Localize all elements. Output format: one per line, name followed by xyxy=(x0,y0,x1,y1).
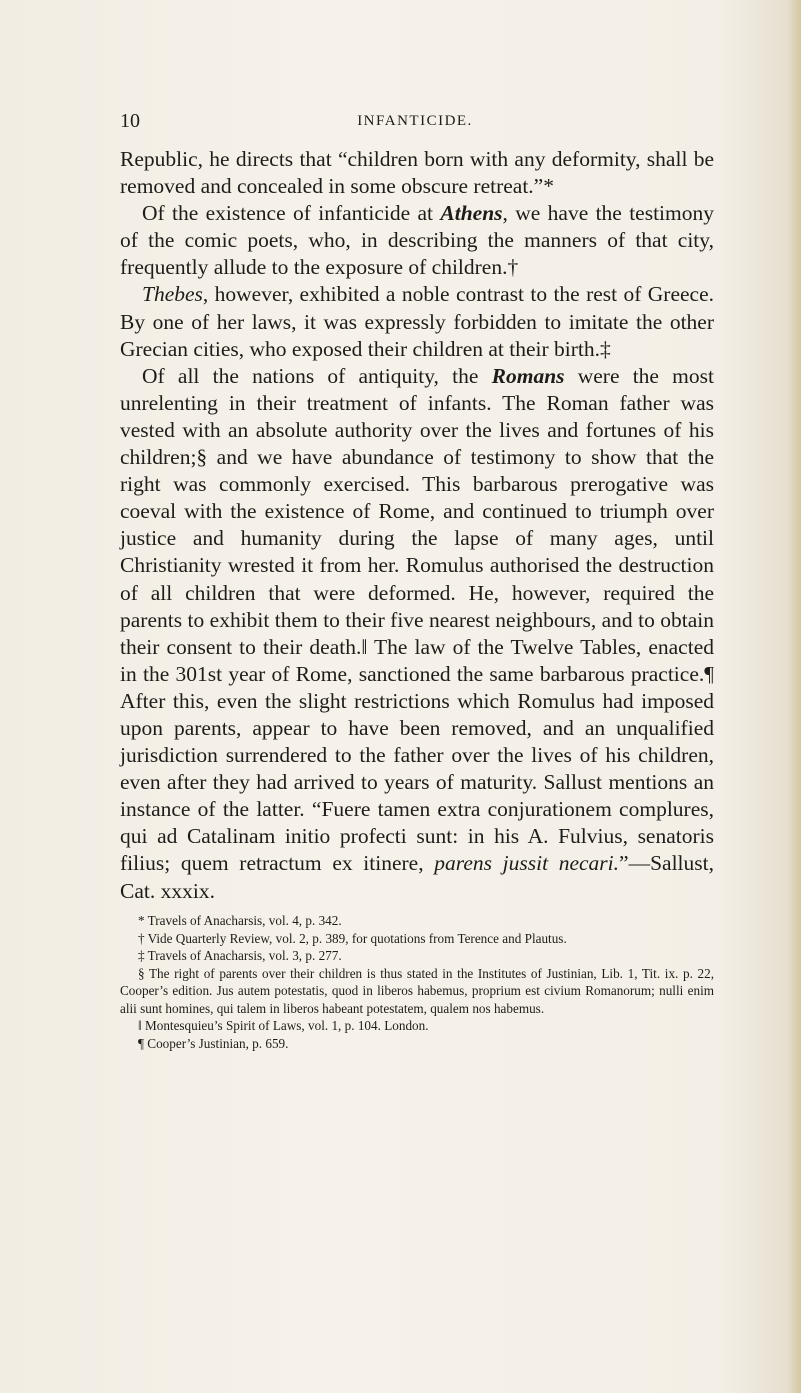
footnote: ¶ Cooper’s Justinian, p. 659. xyxy=(138,1035,289,1051)
emphasis-romans: Romans xyxy=(491,363,565,388)
running-head: INFANTICIDE. xyxy=(357,113,473,129)
footnotes xyxy=(120,912,714,1052)
paragraph-text: Of the existence of infanticide at xyxy=(142,201,441,226)
paragraph xyxy=(120,281,714,362)
body-text xyxy=(120,146,714,905)
paragraph xyxy=(120,146,714,200)
paragraph-text: , however, exhibited a noble contrast to the rest of Greece. By one of her laws, it was expressly forbidden to imitate the other Grecian cities, who exposed their children at their birth.‡ xyxy=(120,282,714,361)
footnote: * Travels of Anacharsis, vol. 4, p. 342. xyxy=(138,913,342,928)
footnote: † Vide Quarterly Review, vol. 2, p. 389, for quotations from Terence and Plautus. xyxy=(138,930,567,946)
paragraph-text: Republic, he directs that “children born with any deformity, shall be removed and concealed in some obscure retreat.”* xyxy=(120,147,714,199)
paragraph xyxy=(120,363,714,905)
emphasis-athens: Athens xyxy=(440,201,503,226)
paragraph-text: were the most unrelenting in their treatment of infants. The Roman father was vested with an absolute authority over the lives and fortunes of his children;§ and we have abundance of testimony to show that the right was commonly exercised. This barbarous prerogative was coeval with the existence of Rome, and continued to triumph over justice and humanity during the lapse of many ages, until Christianity wrested it from her. Romulus authorised the destruction of all children that were deformed. He, however, required the parents to exhibit them to their five nearest neighbours, and to obtain their consent to their death.‖ The law of the Twelve Tables, enacted in the 301st year of Rome, sanctioned the same barbarous practice.¶ After this, even the slight restrictions which Romulus had imposed upon parents, appear to have been removed, and an unqualified jurisdiction surrendered to the father over the lives of his children, even after they had arrived to years of maturity. Sallust mentions an instance of the latter. “Fuere tamen extra conjurationem complures, qui ad Catalinam initio profecti sunt: in his A. Fulvius, senatoris filius; quem retractum ex itinere, xyxy=(120,363,714,876)
footnote: ‖ Montesquieu’s Spirit of Laws, vol. 1, p. 104. London. xyxy=(138,1018,429,1033)
paragraph-text: ”—Sallust, Cat. xxxix. xyxy=(120,851,714,903)
page-number: 10 xyxy=(120,110,140,132)
page-header xyxy=(120,110,710,134)
footnote: ‡ Travels of Anacharsis, vol. 3, p. 277. xyxy=(138,948,342,963)
emphasis-thebes: Thebes xyxy=(142,282,203,307)
paragraph xyxy=(120,200,714,281)
paragraph-text: Of all the nations of antiquity, the xyxy=(142,363,492,388)
emphasis-latin-quote: parens jussit necari. xyxy=(434,851,620,876)
page-edge-shadow xyxy=(787,0,801,1393)
paragraph-text: , we have the testimony of the comic poets, who, in describing the manners of that city, frequently allude to the exposure of children.† xyxy=(120,201,714,280)
footnote: § The right of parents over their children is thus stated in the Institutes of Justinian, Lib. 1, Tit. ix. p. 22, Cooper’s edition. Jus autem potestatis, quod in liberos habemus, proprium est civium Romanorum; nulli enim alii sunt homines, qui talem in liberos habeant potestatem, qualem nos habemus. xyxy=(120,965,714,1016)
